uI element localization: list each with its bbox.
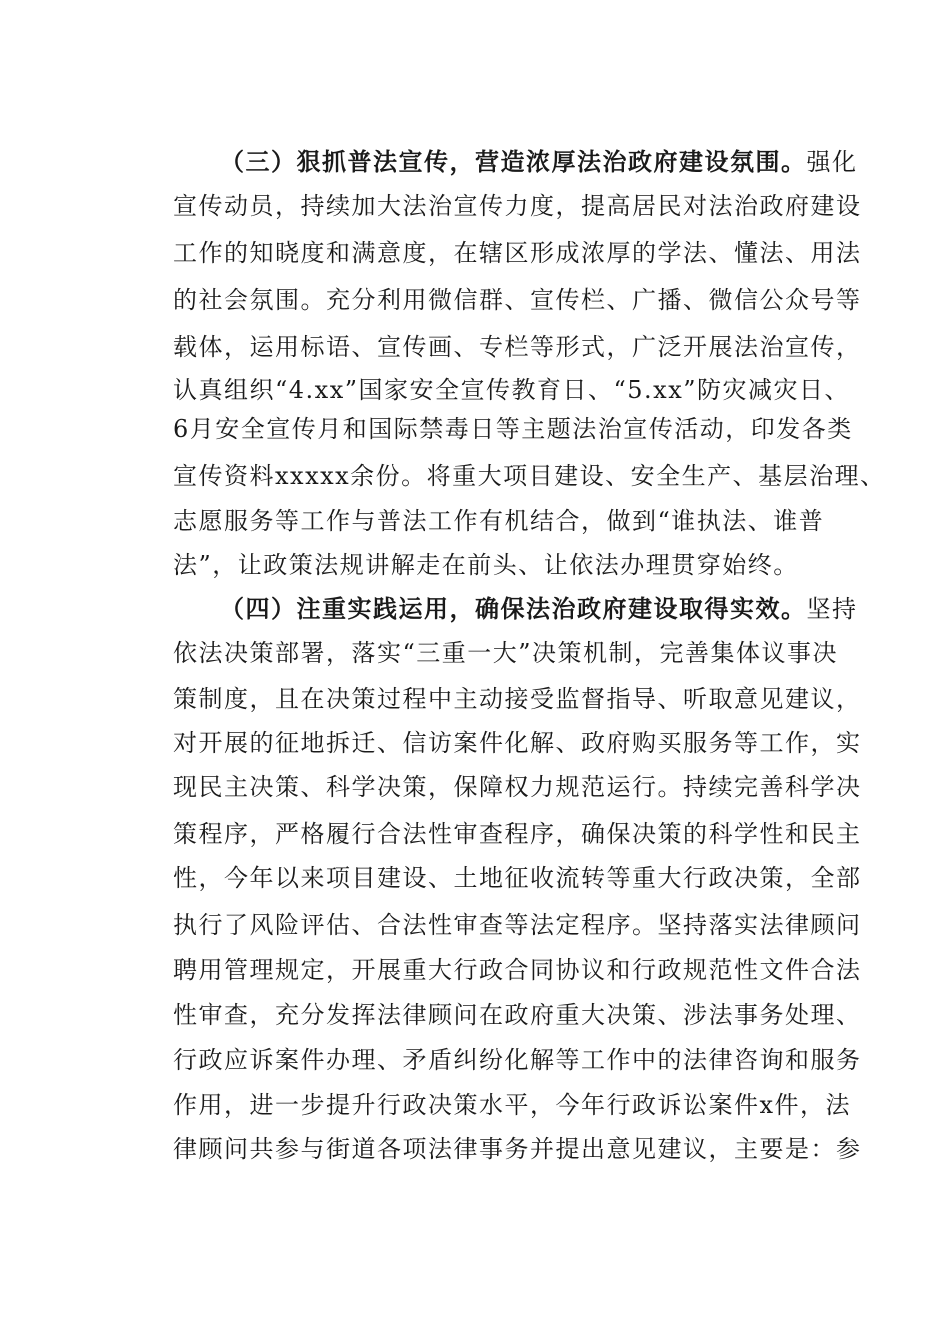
section3-line-2: 工作的知晓度和满意度，在辖区形成浓厚的学法、懂法、用法 bbox=[173, 239, 862, 267]
section4-line-11: 作用，进一步提升行政决策水平，今年行政诉讼案件x件，法 bbox=[173, 1091, 852, 1119]
section4-line-9: 性审查，充分发挥法律顾问在政府重大决策、涉法事务处理、 bbox=[173, 1001, 862, 1029]
section3-heading: （三）狠抓普法宣传，营造浓厚法治政府建设氛围。 bbox=[220, 147, 807, 176]
section4-line-0: 坚持 bbox=[806, 595, 858, 623]
section3-line-1: 宣传动员，持续加大法治宣传力度，提高居民对法治政府建设 bbox=[173, 192, 862, 220]
section4-line-5: 策程序，严格履行合法性审查程序，确保决策的科学性和民主 bbox=[173, 820, 862, 848]
section3-line-9: 法”，让政策法规讲解走在前头、让依法办理贯穿始终。 bbox=[173, 551, 799, 579]
section4-line-2: 策制度，且在决策过程中主动接受监督指导、听取意见建议， bbox=[173, 685, 862, 713]
section4-line-10: 行政应诉案件办理、矛盾纠纷化解等工作中的法律咨询和服务 bbox=[173, 1046, 862, 1074]
section4-heading: （四）注重实践运用，确保法治政府建设取得实效。 bbox=[220, 594, 807, 623]
section4-line-3: 对开展的征地拆迁、信访案件化解、政府购买服务等工作，实 bbox=[173, 729, 862, 757]
section3-line-3: 的社会氛围。充分利用微信群、宣传栏、广播、微信公众号等 bbox=[173, 286, 862, 314]
section4-line-1: 依法决策部署，落实“三重一大”决策机制，完善集体议事决 bbox=[173, 639, 839, 667]
section4-line-8: 聘用管理规定，开展重大行政合同协议和行政规范性文件合法 bbox=[173, 956, 862, 984]
section3-line-5: 认真组织“4.xx”国家安全宣传教育日、“5.xx”防灾减灾日、 bbox=[173, 376, 851, 404]
section4-line-12: 律顾问共参与街道各项法律事务并提出意见建议，主要是：参 bbox=[173, 1135, 862, 1163]
section3-line-7: 宣传资料xxxxx余份。将重大项目建设、安全生产、基层治理、 bbox=[173, 462, 886, 490]
section3-first-line bbox=[220, 146, 858, 178]
section3-line-4: 载体，运用标语、宣传画、专栏等形式，广泛开展法治宣传， bbox=[173, 333, 862, 361]
section3-line-6: 6月安全宣传月和国际禁毒日等主题法治宣传活动，印发各类 bbox=[173, 415, 853, 443]
section4-line-6: 性，今年以来项目建设、土地征收流转等重大行政决策，全部 bbox=[173, 864, 862, 892]
section4-first-line bbox=[220, 593, 858, 625]
section4-line-4: 现民主决策、科学决策，保障权力规范运行。持续完善科学决 bbox=[173, 773, 862, 801]
section3-line-8: 志愿服务等工作与普法工作有机结合，做到“谁执法、谁普 bbox=[173, 507, 825, 535]
section4-line-7: 执行了风险评估、合法性审查等法定程序。坚持落实法律顾问 bbox=[173, 911, 862, 939]
section3-line-0: 强化 bbox=[806, 148, 858, 176]
